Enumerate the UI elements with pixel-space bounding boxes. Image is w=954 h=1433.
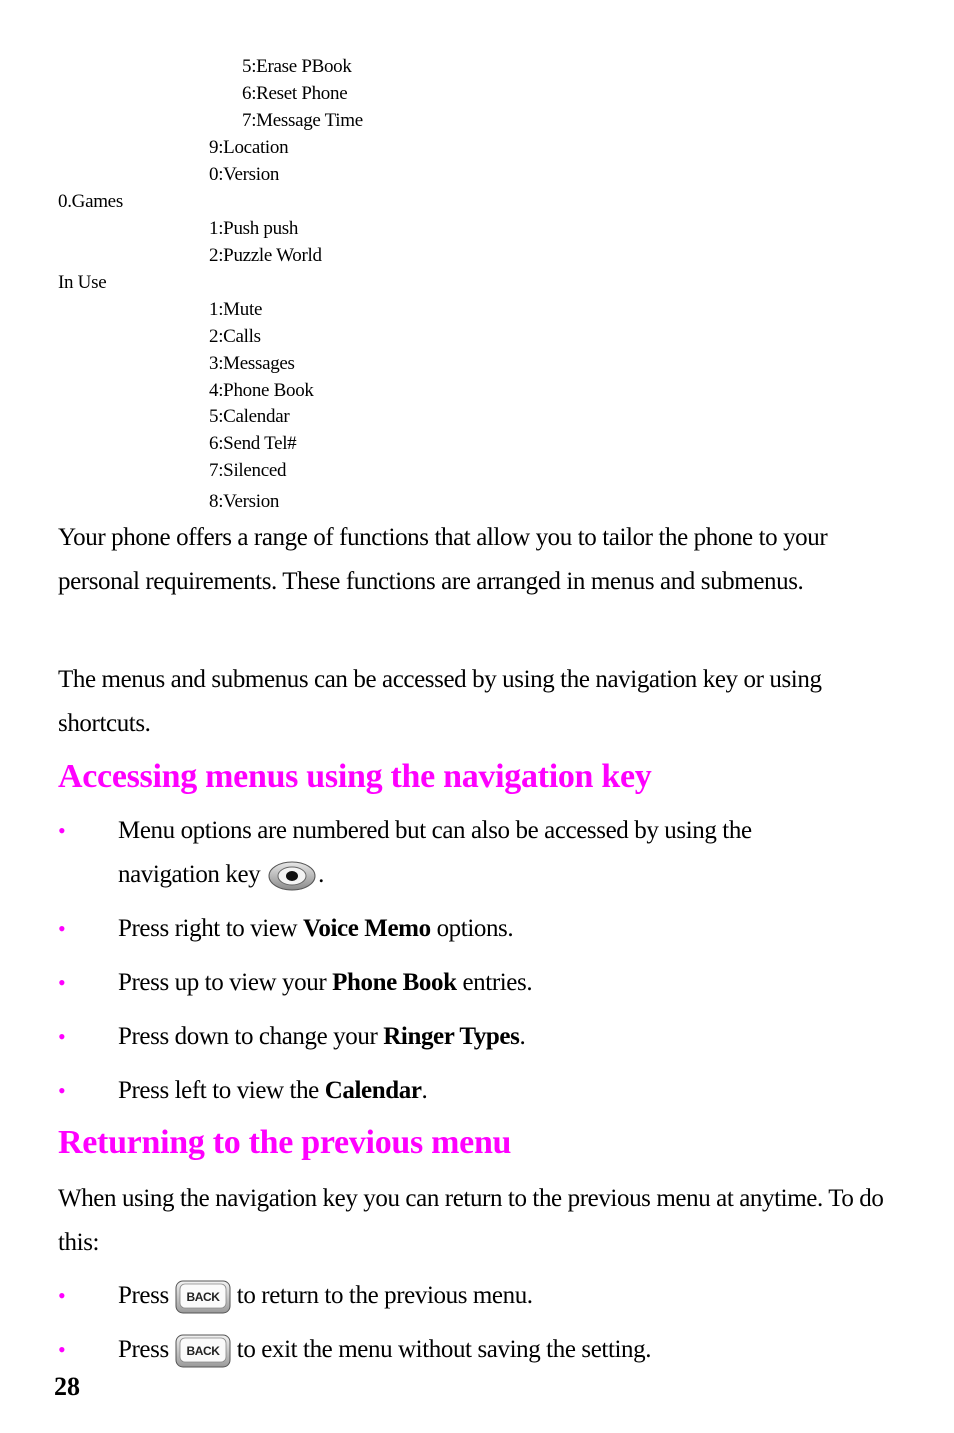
menu-item-in-use-version: 8:Version: [209, 491, 280, 512]
bullet-text: Press down to change your Ringer Types.: [118, 1023, 526, 1050]
intro-paragraph-1: Your phone offers a range of functions that allow you to tailor the phone to your personal requirements. These functions are arranged in menus and submenus.: [58, 524, 828, 595]
menu-item-erase-pbook: 5:Erase PBook: [242, 56, 352, 77]
menu-item-games: 0.Games: [58, 191, 123, 212]
menu-item-message-time: 7:Message Time: [242, 110, 363, 131]
bold-term-calendar: Calendar: [324, 1077, 422, 1104]
bullet-text-line: navigation key: [118, 861, 261, 888]
menu-item-mute: 1:Mute: [209, 299, 263, 320]
bold-term-voice-memo: Voice Memo: [303, 915, 431, 942]
menu-item-calendar: 5:Calendar: [209, 406, 290, 427]
menu-item-puzzle-world: 2:Puzzle World: [209, 245, 322, 266]
bullet-text: Press left to view the Calendar.: [118, 1077, 428, 1104]
bullet-marker: •: [58, 970, 66, 995]
menu-item-calls: 2:Calls: [209, 326, 261, 347]
menu-item-reset-phone: 6:Reset Phone: [242, 83, 348, 104]
bullet-marker: •: [58, 1337, 66, 1362]
menu-item-in-use: In Use: [58, 272, 107, 293]
back-key-icon: [175, 1334, 231, 1368]
page-number: 28: [54, 1372, 80, 1401]
bold-term-ringer-types: Ringer Types: [383, 1023, 520, 1050]
bullet-text: Press BACK to exit the menu without saving the setting.: [118, 1328, 651, 1372]
menu-item-push-push: 1:Push push: [209, 218, 299, 239]
bullet-text-period: .: [318, 861, 324, 888]
section2-paragraph: When using the navigation key you can return to the previous menu at anytime. To do this:: [58, 1185, 884, 1256]
bullet-marker: •: [58, 1024, 66, 1049]
menu-item-location: 9:Location: [209, 137, 289, 158]
section-heading-previous-menu: Returning to the previous menu: [58, 1124, 512, 1161]
menu-item-messages: 3:Messages: [209, 353, 295, 374]
back-key-label: BACK: [186, 1344, 220, 1359]
bullet-text: Press BACK to return to the previous menu.: [118, 1274, 533, 1318]
intro-paragraph-2: The menus and submenus can be accessed by using the navigation key or using shortcuts.: [58, 666, 822, 737]
back-key-label: BACK: [186, 1290, 220, 1305]
bullet-marker: •: [58, 1283, 66, 1308]
bold-term-phone-book: Phone Book: [332, 969, 457, 996]
bullet-text: [118, 809, 752, 897]
bullet-text: Press right to view Voice Memo options.: [118, 915, 514, 942]
back-key-icon: [175, 1280, 231, 1314]
menu-item-phone-book: 4:Phone Book: [209, 380, 314, 401]
navigation-key-icon: [268, 861, 316, 891]
section-heading-navigation-key: Accessing menus using the navigation key: [58, 758, 652, 795]
bullet-marker: •: [58, 916, 66, 941]
bullet-text: Press up to view your Phone Book entries.: [118, 969, 533, 996]
menu-item-send-tel: 6:Send Tel#: [209, 433, 297, 454]
menu-item-version: 0:Version: [209, 164, 280, 185]
bullet-marker: •: [58, 818, 66, 843]
menu-item-silenced: 7:Silenced: [209, 460, 287, 481]
bullet-text-line: Menu options are numbered but can also be accessed by using the: [118, 817, 752, 844]
bullet-marker: •: [58, 1078, 66, 1103]
